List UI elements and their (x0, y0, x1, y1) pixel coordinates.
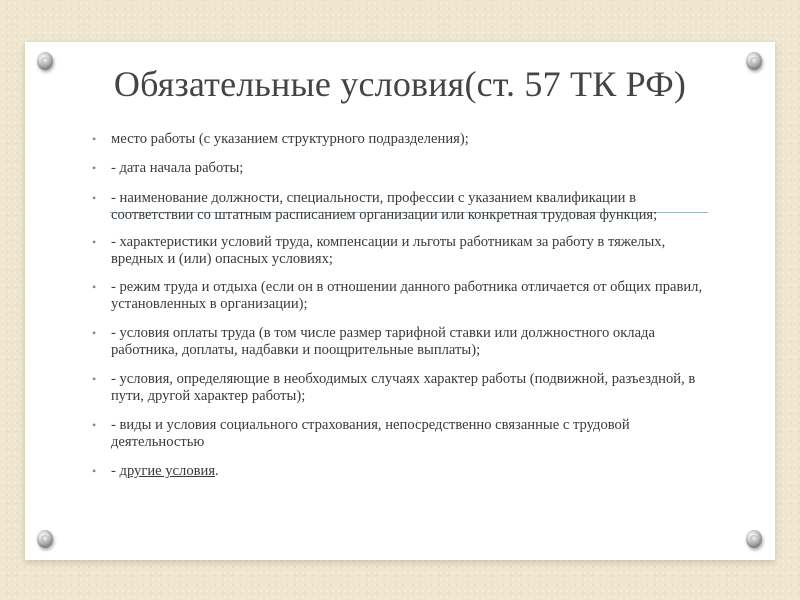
bullet-icon: • (92, 418, 97, 432)
bullet-icon: • (92, 132, 97, 146)
bullet-item (92, 279, 712, 313)
bullet-icon: • (92, 161, 97, 175)
bullet-text: место работы (с указанием структурного подразделения); (111, 131, 469, 147)
bullet-text: - условия оплаты труда (в том числе размер тарифной ставки или должностного оклада работника, доплаты, надбавки и поощрительные выплаты); (111, 325, 655, 358)
bullet-item (92, 463, 712, 480)
other-conditions-link[interactable]: другие условия (119, 463, 216, 479)
bullet-text: - условия, определяющие в необходимых случаях характер работы (подвижной, разъездной, в пути, другой характер работы); (111, 371, 696, 404)
bullet-text: - наименование должности, специальности, профессии с указанием квалификации в соответствии со штатным расписанием организации или конкретная трудовая функция; (111, 190, 658, 223)
bullet-item (92, 417, 712, 451)
pushpin-icon (37, 530, 53, 548)
bullet-text: - характеристики условий труда, компенсации и льготы работникам за работу в тяжелых, вредных и (или) опасных условиях; (111, 234, 666, 267)
bullet-list (92, 131, 712, 492)
bullet-text-prefix: - (111, 463, 120, 479)
bullet-icon: • (92, 372, 97, 386)
bullet-text: - режим труда и отдыха (если он в отношении данного работника отличается от общих правил, установленных в организации); (111, 279, 703, 312)
bullet-icon: • (92, 280, 97, 294)
bullet-item (92, 325, 712, 359)
bullet-item (92, 131, 712, 148)
bullet-icon: • (92, 326, 97, 340)
bullet-icon: • (92, 464, 97, 478)
bullet-icon: • (92, 235, 97, 249)
bullet-item (92, 234, 712, 268)
bullet-icon: • (92, 191, 97, 205)
bullet-text: - виды и условия социального страхования, непосредственно связанные с трудовой деятельностью (111, 417, 630, 450)
pushpin-icon (746, 530, 762, 548)
bullet-item (92, 190, 712, 224)
bullet-text: - дата начала работы; (111, 160, 244, 176)
bullet-text-suffix: . (215, 463, 219, 479)
bullet-item (92, 160, 712, 177)
bullet-item (92, 371, 712, 405)
slide-title: Обязательные условия(ст. 57 ТК РФ) (113, 64, 687, 104)
